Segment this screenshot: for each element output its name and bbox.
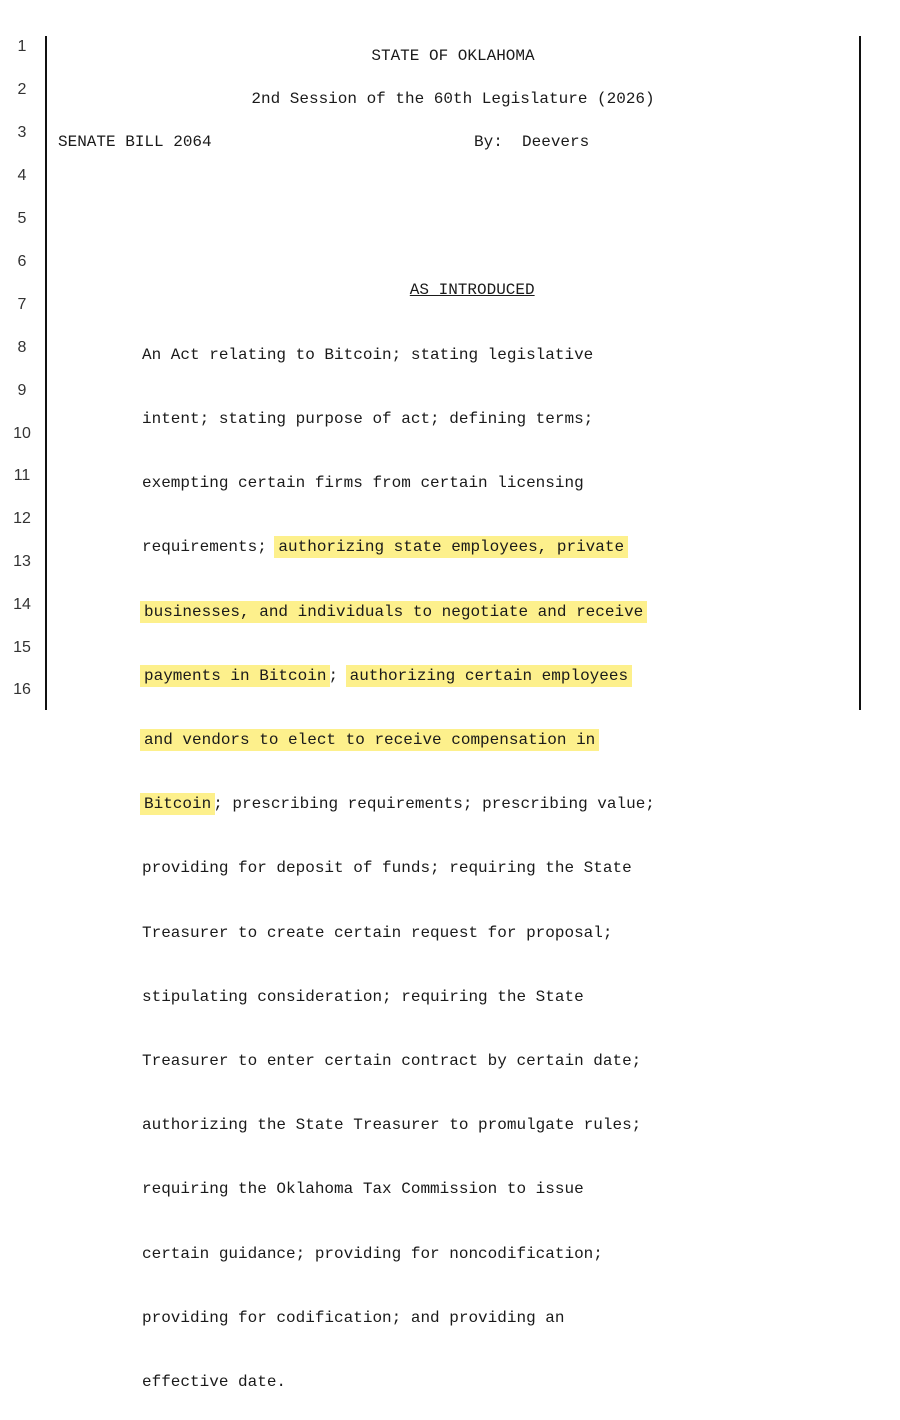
highlighted-text: payments in Bitcoin	[144, 666, 327, 685]
abstract-line	[142, 666, 762, 687]
right-margin-rule	[859, 36, 861, 710]
abstract-line	[142, 794, 762, 815]
abstract-line: providing for deposit of funds; requiring the State	[142, 859, 632, 878]
line-number: 9	[17, 382, 27, 399]
abstract-line: authorizing the State Treasurer to promulgate rules;	[142, 1116, 642, 1135]
line-number: 3	[17, 124, 27, 141]
line-number: 12	[13, 510, 31, 527]
highlighted-text: Bitcoin	[144, 795, 212, 814]
line-number: 1	[17, 38, 27, 55]
state-heading: STATE OF OKLAHOMA	[371, 47, 535, 65]
line-number: 6	[17, 253, 27, 270]
highlighted-text: authorizing state employees, private	[278, 538, 625, 557]
abstract-line: requiring the Oklahoma Tax Commission to issue	[142, 1180, 584, 1199]
line-number: 10	[13, 425, 31, 442]
line-number: 14	[13, 596, 31, 613]
bill-number: SENATE BILL 2064	[58, 133, 212, 151]
session-heading: 2nd Session of the 60th Legislature (2026)	[251, 90, 655, 108]
highlighted-text: and vendors to elect to receive compensation in	[144, 731, 596, 750]
line-number: 5	[17, 210, 27, 227]
abstract-text: requirements;	[142, 538, 277, 557]
abstract-line: An Act relating to Bitcoin; stating legislative	[142, 345, 594, 364]
left-margin-rule	[45, 36, 47, 710]
abstract-line	[142, 602, 762, 623]
line-number: 8	[17, 339, 27, 356]
abstract-line	[142, 730, 762, 751]
highlighted-text: businesses, and individuals to negotiate and receive	[144, 602, 644, 621]
status-heading: AS INTRODUCED	[409, 281, 535, 299]
line-number: 16	[13, 681, 31, 698]
abstract-line: Treasurer to create certain request for proposal;	[142, 923, 613, 942]
abstract-line	[142, 537, 762, 558]
line-number: 13	[13, 553, 31, 570]
line-number: 4	[17, 167, 27, 184]
line-number: 2	[17, 81, 27, 98]
abstract-line: providing for codification; and providing an	[142, 1308, 565, 1327]
act-abstract	[142, 302, 762, 1420]
bill-author: By: Deevers	[474, 133, 590, 151]
abstract-line: intent; stating purpose of act; defining terms;	[142, 410, 594, 429]
abstract-text: ;	[328, 666, 348, 685]
abstract-line: stipulating consideration; requiring the State	[142, 987, 584, 1006]
abstract-line: Treasurer to enter certain contract by certain date;	[142, 1052, 642, 1071]
abstract-text: ; prescribing requirements; prescribing value;	[213, 795, 655, 814]
line-number: 7	[17, 296, 27, 313]
line-number: 15	[13, 639, 31, 656]
abstract-line: effective date.	[142, 1373, 287, 1392]
line-number: 11	[13, 467, 31, 484]
abstract-line: certain guidance; providing for noncodification;	[142, 1244, 603, 1263]
abstract-line: exempting certain firms from certain licensing	[142, 474, 584, 493]
highlighted-text: authorizing certain employees	[349, 666, 629, 685]
